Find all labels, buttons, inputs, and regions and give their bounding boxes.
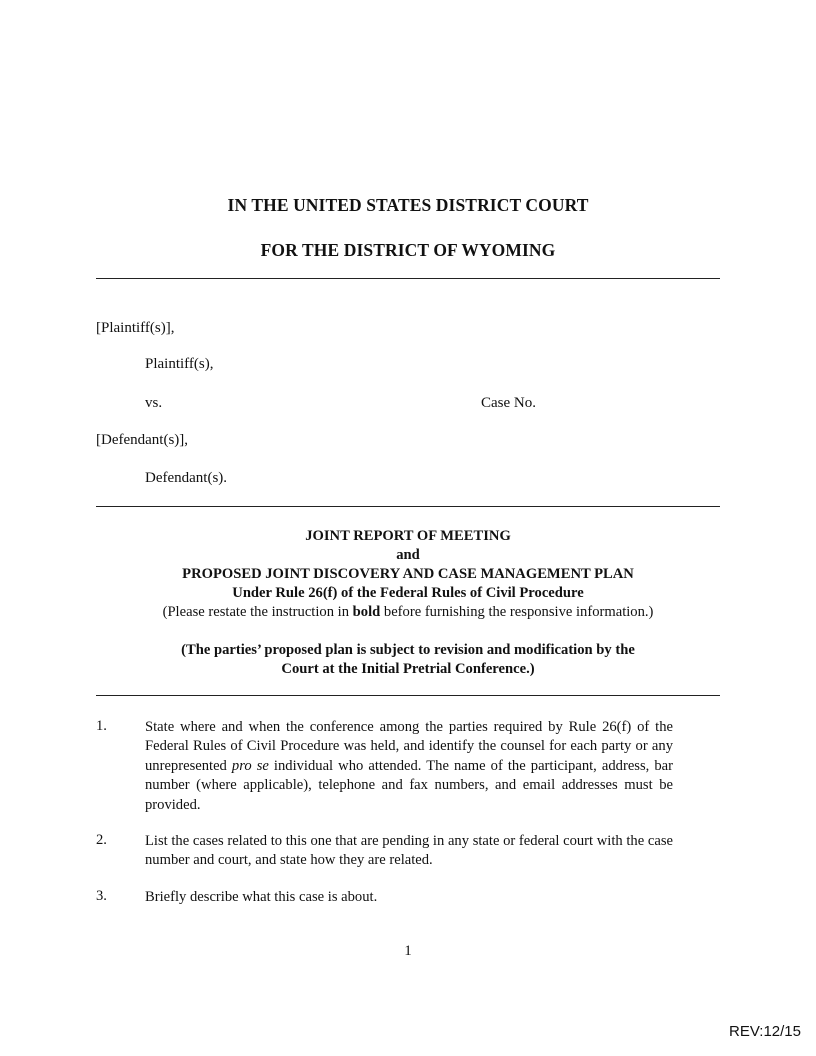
item-text-post: individual who attended. The name of the participant, address, bar number (where applicable), telephone and fax numbers, and email addresses must be provided. <box>145 757 673 813</box>
district-name-line: FOR THE DISTRICT OF WYOMING <box>260 240 556 260</box>
defendant-name: [Defendant(s)], <box>96 432 189 448</box>
item-text-pre: State where and when the conference among the parties required by Rule 26(f) of the Federal Rules of Civil Procedure was held, and identify the counsel for each party or any unrepresented <box>145 719 673 774</box>
instruction-text-post: before furnishing the responsive information.) <box>380 604 654 620</box>
title-divider <box>96 695 720 696</box>
plan-notice <box>96 641 720 679</box>
title-line-4: Under Rule 26(f) of the Federal Rules of Civil Procedure <box>232 585 584 601</box>
instruction-text-pre: (Please restate the instruction in <box>162 604 353 620</box>
title-line-3: PROPOSED JOINT DISCOVERY AND CASE MANAGEMENT PLAN <box>182 566 634 582</box>
case-number-label: Case No. <box>481 395 536 411</box>
item-number: 1. <box>96 718 107 734</box>
item-number: 3. <box>96 888 107 904</box>
notice-line-2: Court at the Initial Pretrial Conference.) <box>281 661 535 677</box>
page-number: 1 <box>404 943 412 959</box>
instruction-line <box>96 603 720 622</box>
title-line-1: JOINT REPORT OF MEETING <box>305 528 511 544</box>
instruction-text-bold: bold <box>352 604 381 620</box>
plaintiff-role: Plaintiff(s), <box>145 356 214 372</box>
item-text: Briefly describe what this case is about. <box>145 889 378 905</box>
item-text <box>145 718 673 815</box>
versus-label: vs. <box>145 395 163 411</box>
item-text-italic: pro se <box>231 757 269 774</box>
court-name-line: IN THE UNITED STATES DISTRICT COURT <box>227 195 589 215</box>
title-line-2: and <box>396 547 420 563</box>
defendant-role: Defendant(s). <box>145 470 228 486</box>
caption-divider <box>96 506 720 507</box>
notice-line-1: (The parties’ proposed plan is subject to revision and modification by the <box>181 642 635 658</box>
document-title <box>96 527 720 622</box>
plaintiff-name: [Plaintiff(s)], <box>96 320 175 336</box>
header-divider <box>96 278 720 279</box>
revision-label: REV:12/15 <box>729 1023 801 1040</box>
item-number: 2. <box>96 832 107 848</box>
item-text: List the cases related to this one that are pending in any state or federal court with the case number and court, and state how they are related. <box>145 833 673 869</box>
